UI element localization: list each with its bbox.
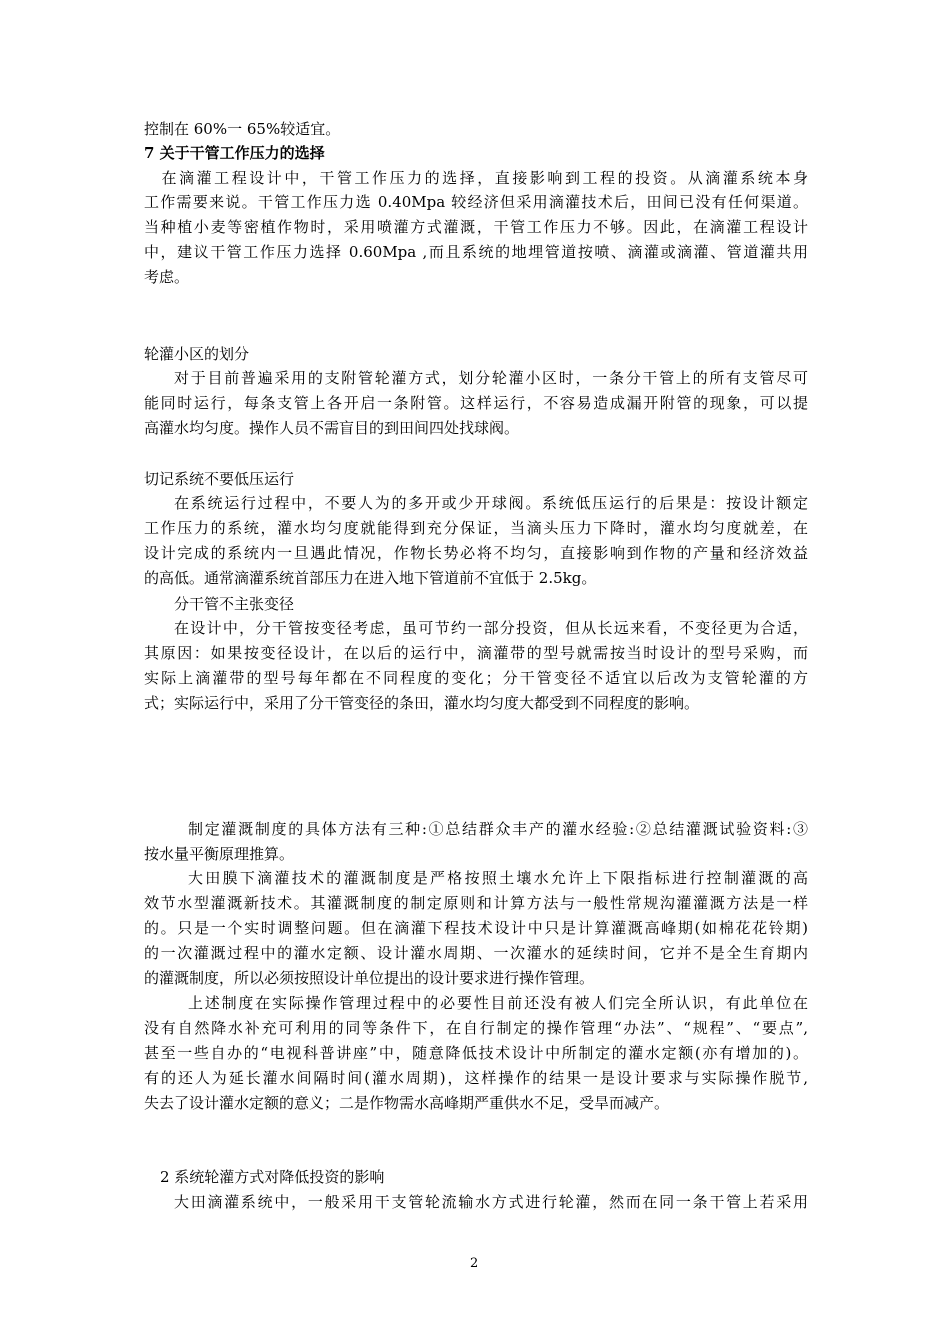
paragraph-line: 的一次灌溉过程中的灌水定额、设计灌水周期、一次灌水的延续时间，它并不是全生育期内 xyxy=(144,944,808,962)
paragraph-line: 在系统运行过程中，不要人为的多开或少开球阀。系统低压运行的后果是：按设计额定 xyxy=(174,494,808,512)
section-heading: 切记系统不要低压运行 xyxy=(144,470,295,488)
paragraph-line: 甚至一些自办的“电视科普讲座”中，随意降低技术设计中所制定的灌水定额(亦有增加的)。 xyxy=(144,1044,808,1062)
paragraph-line: 其原因：如果按变径设计，在以后的运行中，滴灌带的型号就需按当时设计的型号采购，而 xyxy=(144,644,808,662)
section-heading: 7 关于干管工作压力的选择 xyxy=(144,144,325,162)
paragraph-line: 对于目前普遍采用的支附管轮灌方式，划分轮灌小区时，一条分干管上的所有支管尽可 xyxy=(174,369,808,387)
paragraph-line: 按水量平衡原理推算。 xyxy=(144,845,295,863)
paragraph-line: 中，建议干管工作压力选择 0.60Mpa ,而且系统的地埋管道按喷、滴灌或滴灌、管道灌共用 xyxy=(144,243,808,261)
paragraph-line: 的高低。通常滴灌系统首部压力在进入地下管道前不宜低于 2.5kg。 xyxy=(144,569,597,587)
paragraph-line: 制定灌溉制度的具体方法有三种:①总结群众丰产的灌水经验:②总结灌溉试验资料:③ xyxy=(188,820,808,838)
paragraph-line: 当种植小麦等密植作物时，采用喷灌方式灌溉，干管工作压力不够。因此，在滴灌工程设计 xyxy=(144,218,808,236)
paragraph-line: 实际上滴灌带的型号每年都在不同程度的变化；分干管变径不适宜以后改为支管轮灌的方 xyxy=(144,669,808,687)
paragraph-line: 式；实际运行中，采用了分干管变径的条田，灌水均匀度大都受到不同程度的影响。 xyxy=(144,694,700,712)
paragraph-line: 考虑。 xyxy=(144,268,190,286)
paragraph-line: 在设计中，分干管按变径考虑，虽可节约一部分投资，但从长远来看，不变径更为合适， xyxy=(174,619,808,637)
paragraph-line: 高灌水均匀度。操作人员不需盲目的到田间四处找球阀。 xyxy=(144,419,520,437)
paragraph-line: 大田滴灌系统中，一般采用干支管轮流输水方式进行轮灌，然而在同一条干管上若采用 xyxy=(174,1193,808,1211)
paragraph-line: 没有自然降水补充可利用的同等条件下，在自行制定的操作管理“办法”、“规程”、“要点”, xyxy=(144,1019,808,1037)
paragraph-line: 效节水型灌溉新技术。其灌溉制度的制定原则和计算方法与一般性常规沟灌灌溉方法是一样 xyxy=(144,894,808,912)
paragraph-line: 失去了设计灌水定额的意义；二是作物需水高峰期严重供水不足，受旱而减产。 xyxy=(144,1094,670,1112)
paragraph-line: 大田膜下滴灌技术的灌溉制度是严格按照土壤水允许上下限指标进行控制灌溉的高 xyxy=(188,869,808,887)
paragraph-line: 能同时运行，每条支管上各开启一条附管。这样运行，不容易造成漏开附管的现象，可以提 xyxy=(144,394,808,412)
paragraph-line: 在滴灌工程设计中，干管工作压力的选择，直接影响到工程的投资。从滴灌系统本身 xyxy=(144,169,808,187)
paragraph-line: 控制在 60%一 65%较适宜。 xyxy=(144,120,341,138)
paragraph-line: 的。只是一个实时调整问题。但在滴灌下程技术设计中只是计算灌溉高峰期(如棉花花铃期) xyxy=(144,919,808,937)
section-heading: 轮灌小区的划分 xyxy=(144,345,250,363)
section-heading: 分干管不主张变径 xyxy=(174,595,295,613)
paragraph-line: 设计完成的系统内一旦遇此情况，作物长势必将不均匀，直接影响到作物的产量和经济效益 xyxy=(144,544,808,562)
page-number: 2 xyxy=(470,1256,479,1271)
paragraph-line: 上述制度在实际操作管理过程中的必要性目前还没有被人们完全所认识，有此单位在 xyxy=(188,994,808,1012)
paragraph-line: 的灌溉制度，所以必须按照设计单位提出的设计要求进行操作管理。 xyxy=(144,969,595,987)
section-heading: 2 系统轮灌方式对降低投资的影响 xyxy=(160,1168,385,1186)
paragraph-line: 工作压力的系统，灌水均匀度就能得到充分保证，当滴头压力下降时，灌水均匀度就差，在 xyxy=(144,519,808,537)
paragraph-line: 有的还人为延长灌水间隔时间(灌水周期)，这样操作的结果一是设计要求与实际操作脱节, xyxy=(144,1069,808,1087)
paragraph-line: 工作需要来说。干管工作压力选 0.40Mpa 较经济但采用滴灌技术后，田间已没有任何渠道。 xyxy=(144,193,808,211)
